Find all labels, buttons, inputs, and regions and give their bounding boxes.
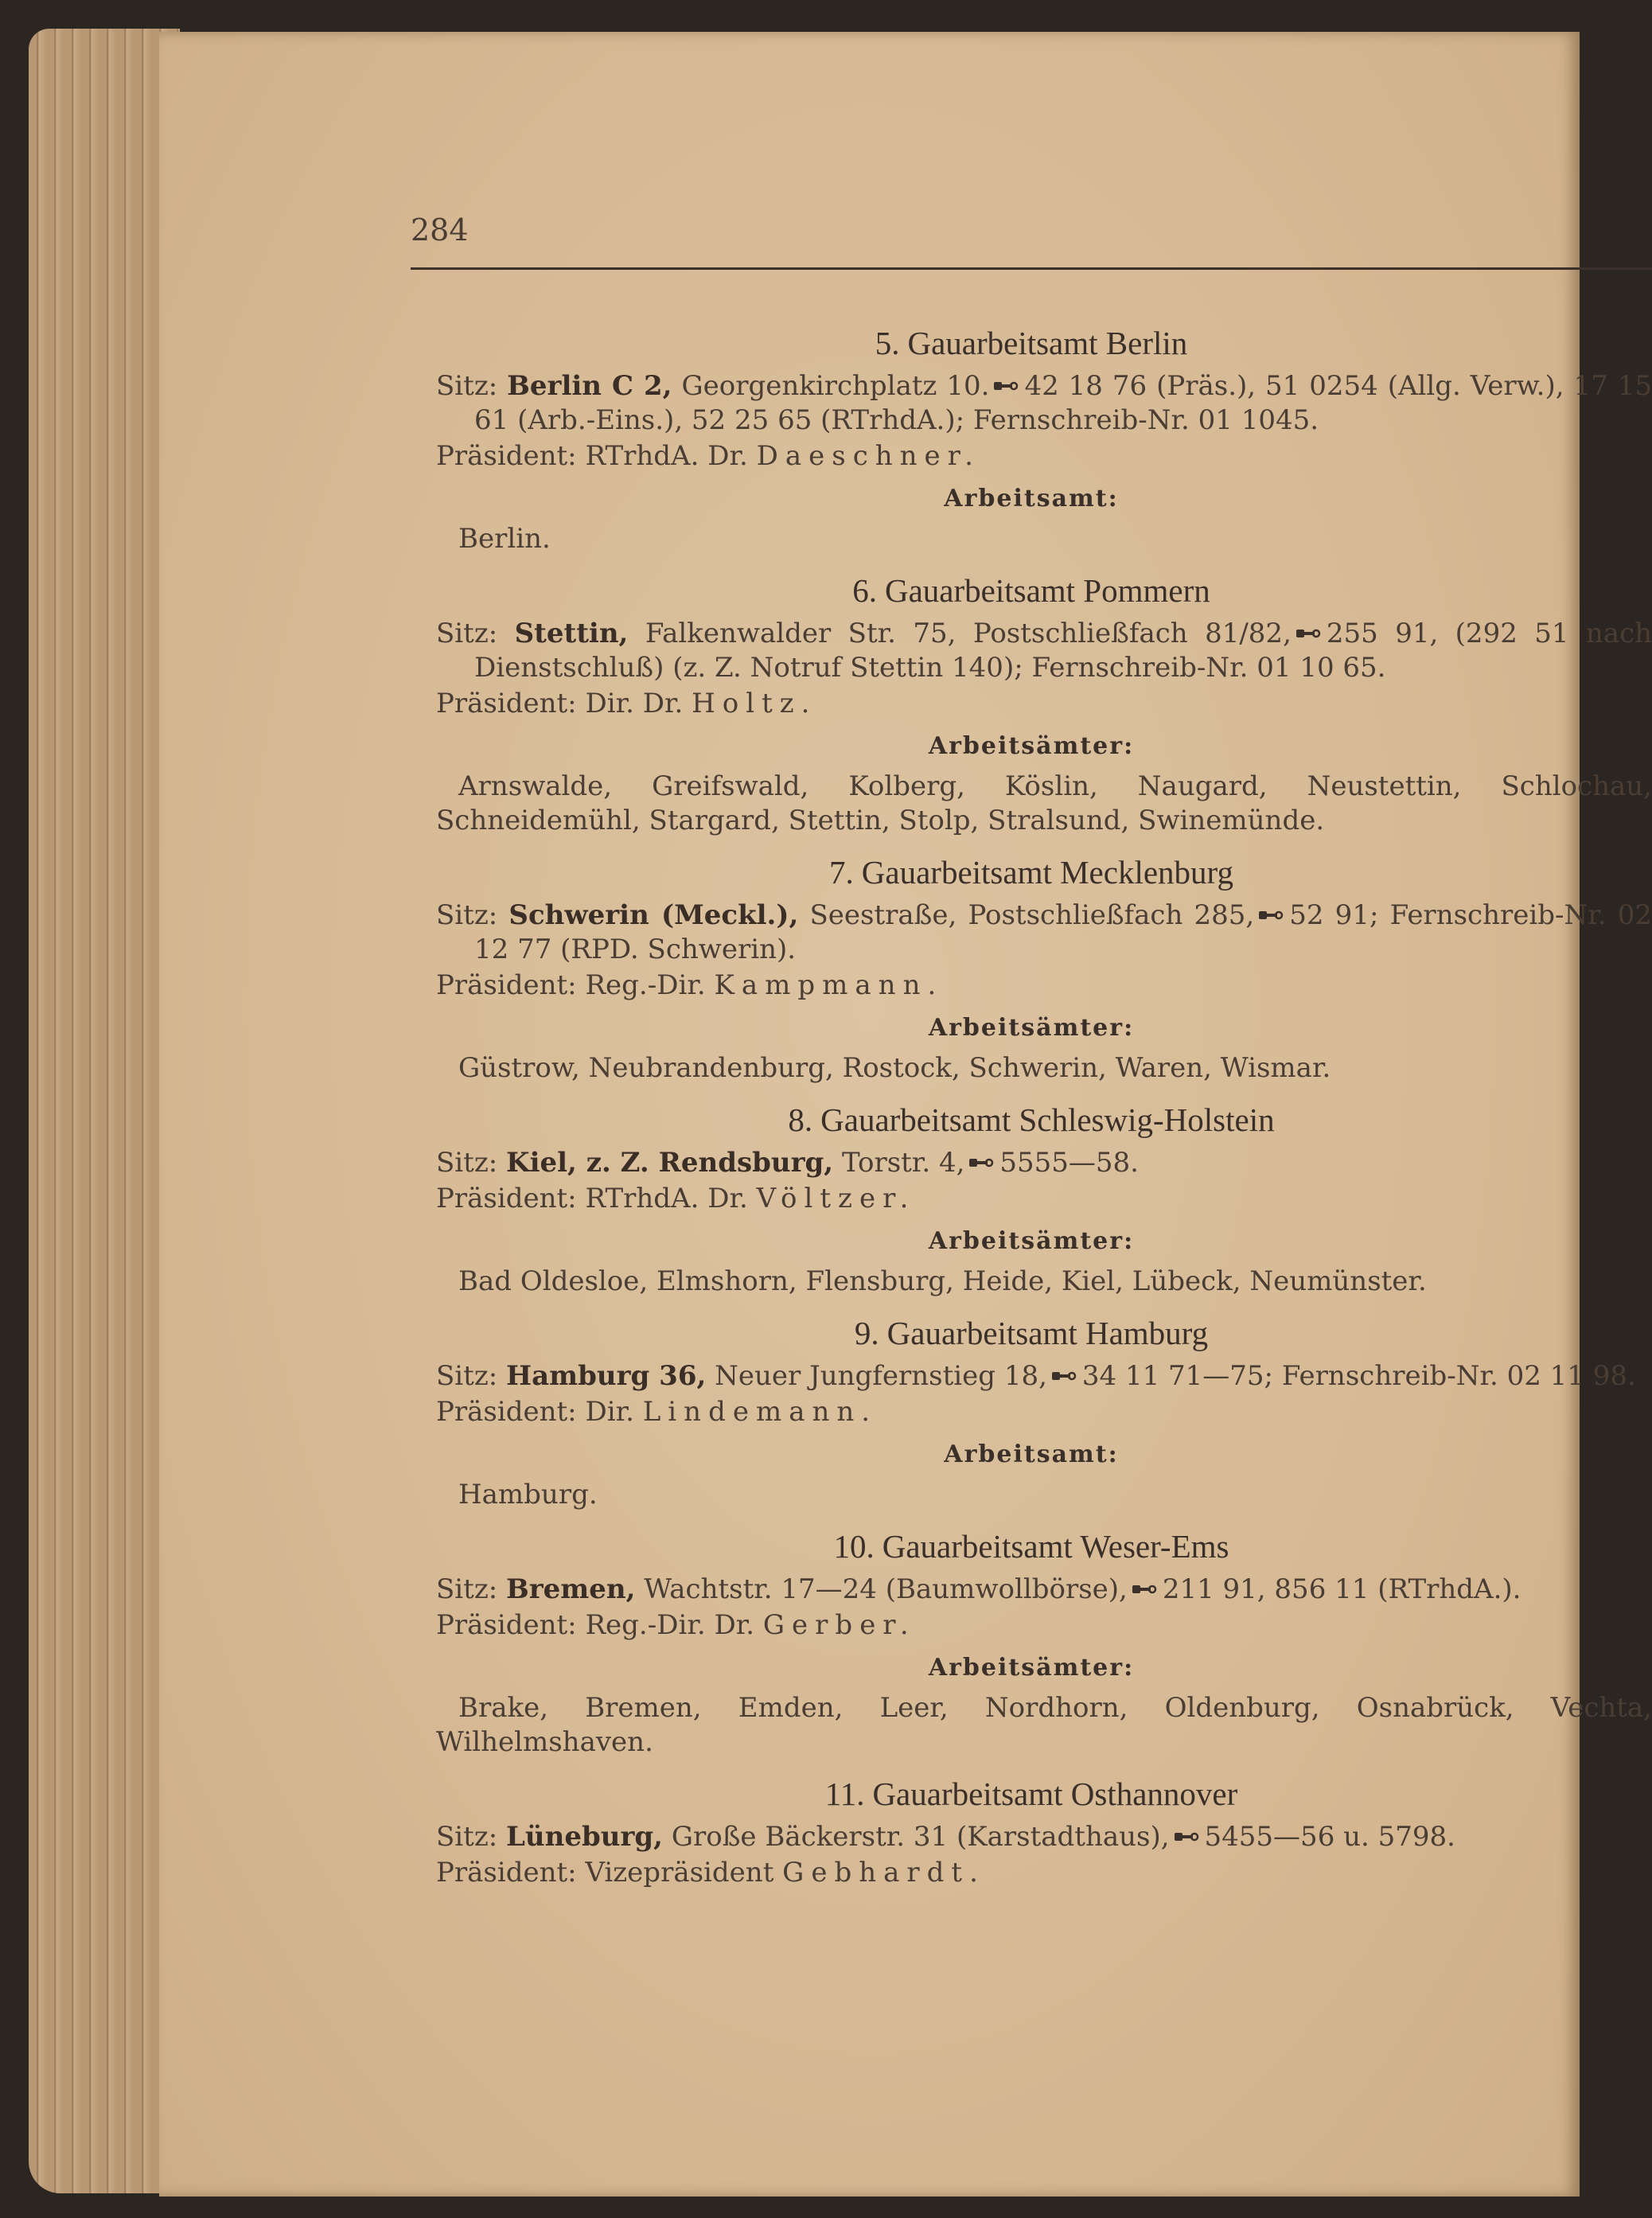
telephone-icon xyxy=(1052,1369,1076,1383)
section-heading: 10. Gauarbeitsamt Weser-Ems xyxy=(833,1528,1229,1565)
section-heading: 7. Gauarbeitsamt Mecklenburg xyxy=(829,854,1233,891)
offices-heading: Arbeitsämter: xyxy=(928,1654,1135,1682)
offices-heading: Arbeitsämter: xyxy=(928,1227,1135,1255)
sitz-line: Sitz: Kiel, z. Z. Rendsburg, Torstr. 4, 5555—58. xyxy=(436,1147,1139,1179)
sitz-line: Sitz: Schwerin (Meckl.), Seestraße, Postschließfach 285, 52 91; Fernschreib-Nr. 02 12 77 (RPD. Schwerin). xyxy=(436,899,1652,965)
president-line: Präsident: Reg.-Dir. Kampmann. xyxy=(436,969,944,1001)
president-line: Präsident: RTrhdA. Dr. Daeschner. xyxy=(436,440,980,472)
telephone-icon xyxy=(1132,1582,1156,1596)
section-berlin xyxy=(411,325,1652,556)
section-hamburg xyxy=(411,1315,1652,1512)
section-heading: 9. Gauarbeitsamt Hamburg xyxy=(854,1315,1209,1351)
section-heading: 11. Gauarbeitsamt Osthannover xyxy=(824,1776,1238,1812)
sitz-line: Sitz: Lüneburg, Große Bäckerstr. 31 (Karstadthaus), 5455—56 u. 5798. xyxy=(436,1821,1455,1853)
telephone-icon xyxy=(1175,1830,1198,1844)
president-line: Präsident: Dir. Dr. Holtz. xyxy=(436,688,817,719)
president-line: Präsident: Vizepräsident Gebhardt. xyxy=(436,1857,985,1889)
president-line: Präsident: RTrhdA. Dr. Völtzer. xyxy=(436,1183,916,1214)
offices-list: Hamburg. xyxy=(458,1479,598,1511)
president-line: Präsident: Reg.-Dir. Dr. Gerber. xyxy=(436,1609,916,1641)
telephone-icon xyxy=(1296,626,1320,641)
sitz-line: Sitz: Berlin C 2, Georgenkirchplatz 10. 42 18 76 (Präs.), 51 0254 (Allg. Verw.), 17 15 61 (Arb.-Eins.), 52 25 65 (RTrhdA.); Fernschreib-Nr. 01 1045. xyxy=(436,370,1652,436)
section-heading: 6. Gauarbeitsamt Pommern xyxy=(852,572,1210,609)
offices-list: Güstrow, Neubrandenburg, Rostock, Schwerin, Waren, Wismar. xyxy=(458,1052,1331,1084)
sitz-line: Sitz: Stettin, Falkenwalder Str. 75, Postschließfach 81/82, 255 91, (292 51 nach Dienstschluß) (z. Z. Notruf Stettin 140); Fernschreib-Nr. 01 10 65. xyxy=(436,618,1652,684)
offices-list: Brake, Bremen, Emden, Leer, Nordhorn, Oldenburg, Osnabrück, Vechta, Wilhelmshaven. xyxy=(436,1692,1652,1758)
book-page xyxy=(159,32,1652,2197)
offices-heading: Arbeitsämter: xyxy=(928,1014,1135,1042)
sitz-line: Sitz: Hamburg 36, Neuer Jungfernstieg 18, 34 11 71—75; Fernschreib-Nr. 02 11 98. xyxy=(436,1360,1636,1392)
telephone-icon xyxy=(994,379,1018,393)
offices-list: Bad Oldesloe, Elmshorn, Flensburg, Heide, Kiel, Lübeck, Neumünster. xyxy=(458,1265,1427,1297)
offices-heading: Arbeitsamt: xyxy=(944,485,1119,513)
section-heading: 8. Gauarbeitsamt Schleswig-Holstein xyxy=(788,1101,1275,1138)
offices-heading: Arbeitsamt: xyxy=(944,1440,1119,1468)
book-page-edges xyxy=(29,29,180,2193)
section-pommern xyxy=(411,572,1652,838)
section-weser-ems xyxy=(411,1528,1652,1760)
offices-list: Berlin. xyxy=(458,523,551,555)
header-rule xyxy=(411,267,1652,270)
offices-heading: Arbeitsämter: xyxy=(928,732,1135,760)
page-body xyxy=(411,309,1652,1893)
telephone-icon xyxy=(1259,908,1283,922)
section-heading: 5. Gauarbeitsamt Berlin xyxy=(875,325,1188,361)
offices-list: Arnswalde, Greifswald, Kolberg, Köslin, Naugard, Neustettin, Schlochau, Schneidemühl, Stargard, Stettin, Stolp, Stralsund, Swinemünde. xyxy=(436,770,1652,836)
section-schleswig-holstein xyxy=(411,1101,1652,1299)
sitz-line: Sitz: Bremen, Wachtstr. 17—24 (Baumwollbörse), 211 91, 856 11 (RTrhdA.). xyxy=(436,1573,1521,1605)
section-mecklenburg xyxy=(411,854,1652,1086)
page-number: 284 xyxy=(411,212,469,248)
section-osthannover xyxy=(411,1776,1652,1890)
president-line: Präsident: Dir. Lindemann. xyxy=(436,1396,878,1428)
telephone-icon xyxy=(969,1156,993,1170)
